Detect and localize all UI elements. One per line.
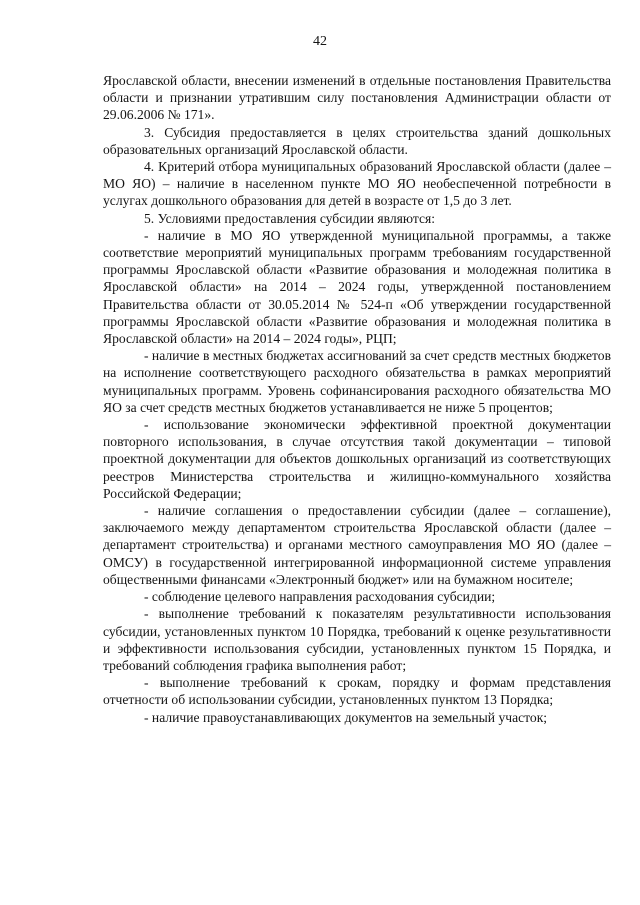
- paragraph-item-3: 3. Субсидия предоставляется в целях строительства зданий дошкольных образовательных организаций Ярославской области.: [103, 124, 611, 157]
- condition-agreement: - наличие соглашения о предоставлении субсидии (далее – соглашение), заключаемого между департаментом строительства Ярославской области (далее – департамент строительства) и органами местного самоуправления МО ЯО (далее – ОМСУ) в государственной интегрированной информационной системе управления общественными финансами «Электронный бюджет» или на бумажном носителе;: [103, 503, 611, 587]
- condition-performance-indicators: - выполнение требований к показателям результативности использования субсидии, установленных пунктом 10 Порядка, требований к оценке результативности и эффективности использования субсидии, установленных пунктом 15 Порядка, и требований соблюдения графика выполнения работ;: [103, 606, 611, 673]
- paragraph-item-5: 5. Условиями предоставления субсидии являются:: [144, 210, 436, 226]
- condition-design-documentation: - использование экономически эффективной проектной документации повторного использования, в случае отсутствия такой документации – типовой проектной документации для объектов дошкольных организаций из соответствующих реестров Министерства строительства и жилищно-коммунального хозяйства Российской Федерации;: [103, 417, 611, 501]
- condition-reporting: - выполнение требований к срокам, порядку и формам представления отчетности об использовании субсидии, установленных пунктом 13 Порядка;: [103, 675, 611, 708]
- condition-land-documents: - наличие правоустанавливающих документов на земельный участок;: [144, 709, 548, 725]
- page-number: 42: [313, 34, 327, 49]
- document-body: [103, 72, 611, 726]
- condition-target-use: - соблюдение целевого направления расходования субсидии;: [144, 589, 496, 605]
- paragraph-continuation: Ярославской области, внесении изменений в отдельные постановления Правительства области и признании утратившим силу постановления Администрации области от 29.06.2006 № 171».: [103, 73, 611, 123]
- paragraph-item-4: 4. Критерий отбора муниципальных образований Ярославской области (далее – МО ЯО) – наличие в населенном пункте МО ЯО необеспеченной потребности в услугах дошкольного образования для детей в возрасте от 1,5 до 3 лет.: [103, 159, 611, 209]
- condition-local-budget: - наличие в местных бюджетах ассигнований за счет средств местных бюджетов на исполнение соответствующего расходного обязательства в рамках мероприятий муниципальных программ. Уровень софинансирования расходного обязательства МО ЯО за счет средств местных бюджетов устанавливается не ниже 5 процентов;: [103, 348, 611, 415]
- condition-municipal-program: - наличие в МО ЯО утвержденной муниципальной программы, а также соответствие мероприятий муниципальных программ требованиям государственной программы Ярославской области «Развитие образования и молодежная политика в Ярославской области» на 2014 – 2024 годы, утвержденной постановлением Правительства области от 30.05.2014 № 524-п «Об утверждении государственной программы Ярославской области «Развитие образования и молодежная политика в Ярославской области» на 2014 – 2024 годы», РЦП;: [103, 227, 611, 347]
